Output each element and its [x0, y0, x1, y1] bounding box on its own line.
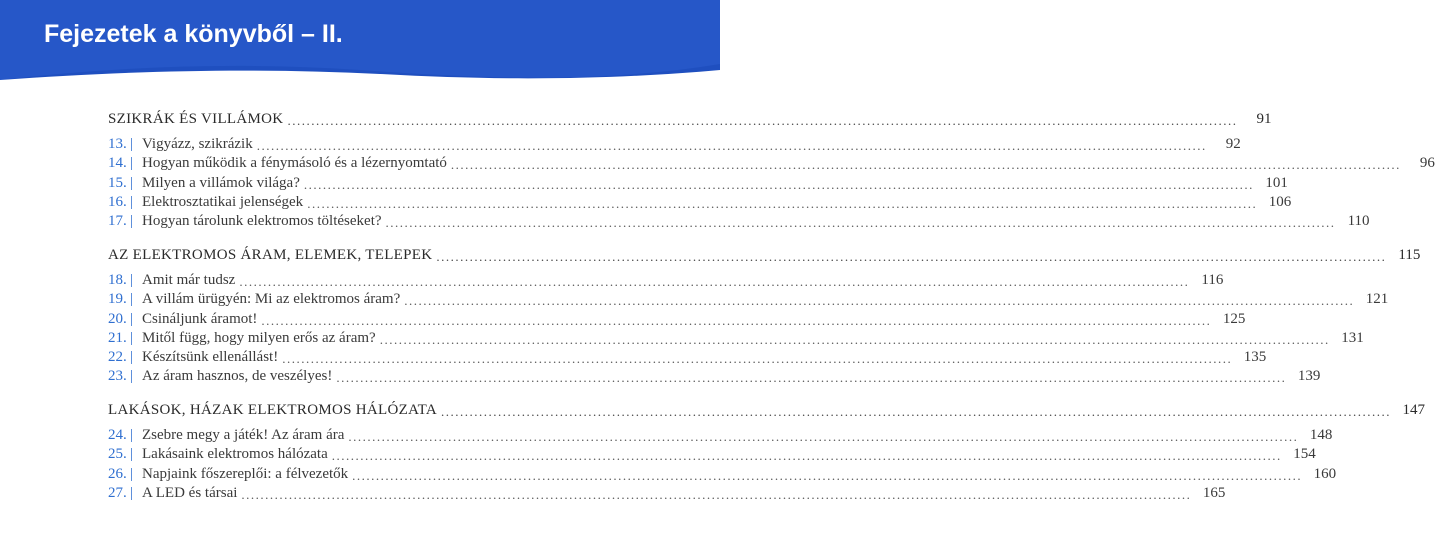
toc-entry — [108, 444, 1316, 464]
section-title: AZ ELEKTROMOS ÁRAM, ELEMEK, TELEPEK — [108, 246, 433, 263]
chapter-number: 16. — [108, 193, 127, 210]
toc-entry — [108, 328, 1364, 347]
dot-leader: ........................................................................................................................................................................................................ — [450, 157, 1401, 173]
chapter-title: Elektrosztatikai jelenségek — [142, 193, 304, 210]
chapter-number: 24. — [108, 427, 127, 444]
chapter-number: 17. — [108, 212, 127, 229]
separator-bar: | — [130, 272, 134, 289]
chapter-title: Milyen a villámok világa? — [142, 174, 300, 191]
toc-entry — [108, 211, 1370, 230]
section-title: SZIKRÁK ÉS VILLÁMOK — [108, 111, 284, 127]
dot-leader: ........................................................................................................................................................................................................ — [256, 138, 1207, 154]
chapter-title: Csináljunk áramot! — [142, 310, 258, 327]
toc-section-heading — [108, 106, 1272, 128]
chapter-page-number: 110 — [1347, 212, 1370, 229]
chapter-number: 19. — [108, 291, 127, 308]
chapter-page-number: 92 — [1225, 136, 1241, 153]
slide-title: Fejezetek a könyvből – II. — [44, 20, 343, 48]
chapter-page-number: 154 — [1293, 446, 1316, 463]
chapter-number: 15. — [108, 174, 127, 191]
separator-bar: | — [130, 291, 134, 308]
separator-bar: | — [130, 368, 134, 385]
separator-bar: | — [130, 427, 134, 444]
separator-bar: | — [130, 212, 134, 229]
chapter-number: 20. — [108, 310, 127, 327]
chapter-number: 27. — [108, 484, 127, 501]
toc-entry — [108, 192, 1292, 211]
toc-entry — [108, 308, 1246, 328]
dot-leader: ........................................................................................................................................................................................................ — [385, 214, 1336, 230]
table-of-contents — [108, 106, 1435, 502]
chapter-number: 21. — [108, 329, 127, 346]
dot-leader: ........................................................................................................................................................................................................ — [282, 350, 1233, 366]
separator-bar: | — [130, 155, 134, 172]
chapter-page-number: 106 — [1268, 193, 1292, 210]
separator-bar: | — [130, 484, 134, 501]
chapter-number: 13. — [108, 136, 127, 153]
chapter-title: Hogyan tárolunk elektromos töltéseket? — [142, 212, 382, 229]
chapter-title: Hogyan működik a fénymásoló és a lézernyomtató — [142, 155, 447, 172]
chapter-title: Vigyázz, szikrázik — [142, 136, 253, 153]
chapter-number: 23. — [108, 368, 127, 385]
chapter-page-number: 121 — [1365, 291, 1389, 308]
dot-leader: ........................................................................................................................................................................................................ — [239, 274, 1190, 290]
separator-bar: | — [130, 193, 134, 210]
chapter-title: Mitől függ, hogy milyen erős az áram? — [142, 329, 376, 346]
toc-entry — [108, 134, 1241, 154]
toc-entry — [108, 172, 1288, 192]
separator-bar: | — [130, 174, 134, 191]
dot-leader: ........................................................................................................................................................................................................ — [303, 176, 1254, 192]
chapter-title: Amit már tudsz — [142, 272, 236, 289]
chapter-page-number: 165 — [1202, 484, 1226, 501]
dot-leader: ........................................................................................................................................................................................................ — [331, 448, 1282, 464]
separator-bar: | — [130, 310, 134, 327]
slide-header — [0, 0, 720, 80]
dot-leader: ........................................................................................................................................................................................................ — [352, 467, 1303, 483]
chapter-title: A LED és társai — [142, 484, 238, 501]
chapter-title: Készítsünk ellenállást! — [142, 348, 279, 365]
chapter-page-number: 160 — [1313, 465, 1337, 482]
dot-leader: ........................................................................................................................................................................................................ — [440, 404, 1391, 420]
chapter-page-number: 135 — [1243, 348, 1267, 365]
dot-leader: ........................................................................................................................................................................................................ — [261, 312, 1212, 328]
dot-leader: ........................................................................................................................................................................................................ — [436, 248, 1387, 264]
dot-leader: ........................................................................................................................................................................................................ — [348, 429, 1299, 445]
section-title: LAKÁSOK, HÁZAK ELEKTROMOS HÁLÓZATA — [108, 402, 437, 419]
separator-bar: | — [130, 348, 134, 365]
toc-entry — [108, 483, 1226, 502]
dot-leader: ........................................................................................................................................................................................................ — [241, 486, 1192, 502]
toc-entry — [108, 425, 1333, 445]
separator-bar: | — [130, 465, 134, 482]
dot-leader: ........................................................................................................................................................................................................ — [336, 370, 1287, 386]
toc-entry — [108, 270, 1224, 290]
chapter-number: 14. — [108, 155, 127, 172]
dot-leader: ........................................................................................................................................................................................................ — [379, 331, 1330, 347]
toc-entry — [108, 366, 1321, 386]
toc-entry — [108, 463, 1337, 483]
chapter-title: Lakásaink elektromos hálózata — [142, 446, 328, 463]
toc-entry — [108, 347, 1267, 366]
chapter-page-number: 96 — [1419, 155, 1435, 172]
toc-entry — [108, 289, 1389, 309]
chapter-page-number: 125 — [1222, 310, 1246, 327]
section-page-number: 91 — [1256, 111, 1272, 127]
section-page-number: 115 — [1398, 246, 1421, 263]
chapter-title: Az áram hasznos, de veszélyes! — [142, 368, 333, 385]
separator-bar: | — [130, 329, 134, 346]
chapter-page-number: 139 — [1297, 368, 1321, 385]
dot-leader: ........................................................................................................................................................................................................ — [404, 293, 1355, 309]
chapter-number: 22. — [108, 348, 127, 365]
separator-bar: | — [130, 446, 134, 463]
toc-entry — [108, 153, 1435, 173]
chapter-number: 26. — [108, 465, 127, 482]
chapter-page-number: 116 — [1201, 272, 1224, 289]
chapter-number: 18. — [108, 272, 127, 289]
chapter-title: Napjaink főszereplői: a félvezetők — [142, 465, 349, 482]
chapter-title: A villám ürügyén: Mi az elektromos áram? — [142, 291, 401, 308]
dot-leader: ........................................................................................................................................................................................................ — [307, 195, 1258, 211]
chapter-title: Zsebre megy a játék! Az áram ára — [142, 427, 345, 444]
chapter-page-number: 131 — [1341, 329, 1364, 346]
chapter-number: 25. — [108, 446, 127, 463]
separator-bar: | — [130, 136, 134, 153]
chapter-page-number: 101 — [1265, 174, 1288, 191]
dot-leader: ........................................................................................................................................................................................................ — [287, 113, 1238, 128]
toc-section-heading — [108, 242, 1421, 264]
section-page-number: 147 — [1402, 402, 1425, 419]
toc-section-heading — [108, 397, 1425, 420]
chapter-page-number: 148 — [1309, 427, 1333, 444]
